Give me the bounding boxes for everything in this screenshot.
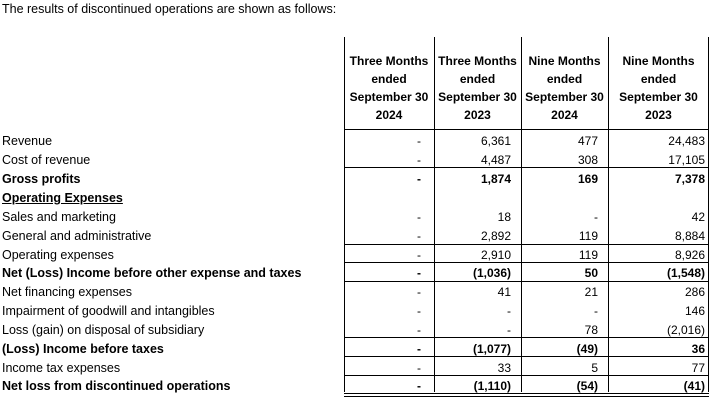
table-cell: 169	[577, 172, 598, 186]
table-cell: -	[417, 248, 421, 262]
intro-text: The results of discontinued operations are shown as follows:	[2, 2, 337, 16]
table-cell: (54)	[576, 379, 598, 393]
column-header	[434, 52, 521, 124]
table-cell: 308	[577, 153, 598, 167]
row-label: Loss (gain) on disposal of subsidiary	[2, 323, 205, 337]
row-label: Revenue	[2, 134, 53, 148]
column-header-line: Nine Months	[528, 54, 601, 68]
column-header-line: September 30	[525, 90, 604, 104]
table-cell: 2,892	[480, 229, 511, 243]
table-cell: (1,077)	[472, 342, 511, 356]
column-header-line: ended	[640, 72, 677, 86]
table-cell: -	[417, 172, 421, 186]
table-cell: 8,926	[674, 248, 705, 262]
rule-line	[344, 281, 709, 282]
row-label: Net (Loss) Income before other expense and taxes	[2, 266, 302, 280]
column-header-line: Three Months	[349, 54, 429, 68]
column-header-line: Three Months	[438, 54, 517, 68]
table-cell: 18	[497, 210, 511, 224]
row-label: Impairment of goodwill and intangibles	[2, 304, 215, 318]
table-cell: 24,483	[668, 134, 705, 148]
column-header-line: 2024	[551, 108, 578, 122]
table-cell: 78	[584, 323, 598, 337]
row-label: Net loss from discontinued operations	[2, 379, 231, 393]
table-cell: 8,884	[674, 229, 705, 243]
table-cell: 4,487	[480, 153, 511, 167]
column-header-line: September 30	[619, 90, 698, 104]
rule-line	[344, 337, 709, 338]
table-cell: -	[417, 134, 421, 148]
row-label: Operating expenses	[2, 248, 114, 262]
table-cell: -	[507, 304, 511, 318]
rule-line	[344, 129, 709, 130]
table-cell: (41)	[683, 379, 705, 393]
column-header-line: ended	[546, 72, 583, 86]
column-header	[521, 52, 608, 124]
column-header-line: Nine Months	[622, 54, 695, 68]
table-cell: -	[417, 304, 421, 318]
table-cell: -	[417, 323, 421, 337]
table-cell: 21	[584, 285, 598, 299]
rule-line	[344, 356, 709, 357]
row-label: Operating Expenses	[2, 191, 123, 205]
row-label: Net financing expenses	[2, 285, 132, 299]
rule-line	[344, 262, 709, 263]
row-label: Gross profits	[2, 172, 81, 186]
table-cell: -	[417, 153, 421, 167]
table-cell: -	[417, 379, 421, 393]
column-header-line: September 30	[438, 90, 517, 104]
table-cell: -	[417, 210, 421, 224]
table-cell: 33	[497, 361, 511, 375]
table-cell: 1,874	[480, 172, 511, 186]
column-header-line: ended	[371, 72, 407, 86]
table-cell: (1,548)	[666, 266, 705, 280]
table-cell: -	[417, 266, 421, 280]
double-rule-line	[344, 393, 709, 397]
row-label: Cost of revenue	[2, 153, 91, 167]
rule-line	[344, 244, 709, 245]
column-header	[344, 52, 434, 124]
table-cell: -	[594, 304, 598, 318]
table-cell: 77	[691, 361, 705, 375]
table-cell: (1,110)	[473, 379, 511, 393]
table-cell: 36	[691, 342, 705, 356]
table-cell: 50	[584, 266, 598, 280]
column-header-line: 2023	[464, 108, 491, 122]
column-header-line: 2024	[375, 108, 403, 122]
column-header	[608, 52, 709, 124]
rule-line	[344, 375, 709, 376]
table-cell: 119	[578, 229, 598, 243]
table-cell: (2,016)	[666, 323, 705, 337]
table-cell: -	[417, 342, 421, 356]
table-cell: 2,910	[480, 248, 511, 262]
table-cell: (49)	[576, 342, 598, 356]
table-cell: (1,036)	[472, 266, 511, 280]
table-cell: 6,361	[480, 134, 511, 148]
table-cell: 42	[691, 210, 705, 224]
row-label: Income tax expenses	[2, 361, 121, 375]
table-cell: 146	[684, 304, 705, 318]
table-cell: -	[417, 285, 421, 299]
table-cell: 477	[577, 134, 598, 148]
table-cell: -	[417, 361, 421, 375]
table-cell: 119	[578, 248, 598, 262]
column-header-line: 2023	[645, 108, 672, 122]
table-cell: -	[507, 323, 511, 337]
table-cell: 41	[497, 285, 511, 299]
table-cell: 5	[591, 361, 598, 375]
row-label: Sales and marketing	[2, 210, 116, 224]
column-header-line: ended	[459, 72, 496, 86]
table-cell: 7,378	[674, 172, 705, 186]
row-label: (Loss) Income before taxes	[2, 342, 164, 356]
row-label: General and administrative	[2, 229, 152, 243]
column-header-line: September 30	[349, 90, 429, 104]
table-cell: 17,105	[668, 153, 705, 167]
rule-line	[344, 167, 709, 168]
table-cell: -	[417, 229, 421, 243]
table-cell: 286	[684, 285, 705, 299]
table-cell: -	[594, 210, 598, 224]
